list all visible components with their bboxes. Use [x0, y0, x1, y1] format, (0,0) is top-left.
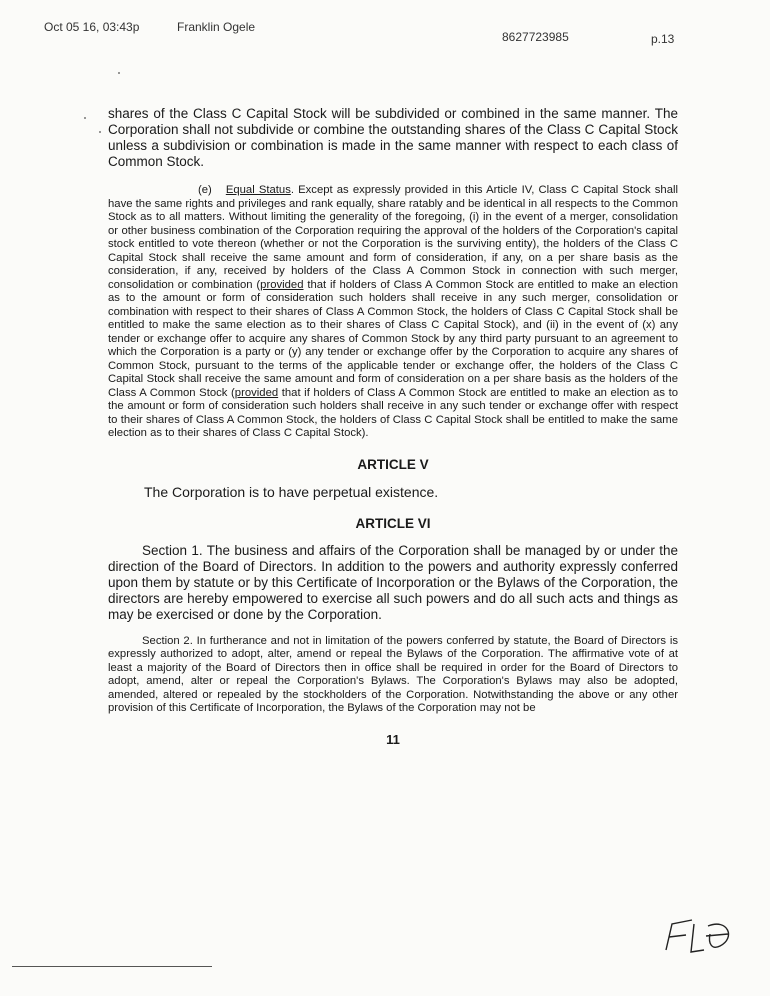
fax-phone: 8627723985: [502, 30, 569, 44]
article-v-heading: ARTICLE V: [357, 456, 429, 472]
equal-status-paragraph: [108, 184, 678, 441]
document-page: [108, 106, 678, 747]
fax-page: p.13: [651, 32, 675, 46]
fax-header: [0, 20, 770, 44]
equal-status-heading: Equal Status: [225, 184, 291, 196]
fax-date-time: Oct 05 16, 03:43p: [44, 20, 140, 34]
scan-speck: [118, 72, 120, 74]
provided-term-1: provided: [260, 278, 304, 291]
equal-status-body-2: that if holders of Class A Common Stock are entitled to make an election as to the amount or form of consideration such holders shall receive in any such merger, consolidation or combination with respect to their shares of Class A Common Stock, the holders of Class C Capital Stock shall be entitled to make the same election as to their shares of Class C Capital Stock), and (ii) in the event of (x) any tender or exchange offer to acquire any shares of Common Stock by any third party pursuant to an agreement to which the Corporation is a party or (y) any tender or exchange offer by the Corporation to acquire any shares of Common Stock, pursuant to the terms of the applicable tender or exchange offer, the holders of the Class C Capital Stock shall receive the same amount and form of consideration on a per share basis as the holders of the Class A Common Stock (: [108, 278, 678, 399]
article-v-text: The Corporation is to have perpetual existence.: [144, 483, 439, 500]
scan-speck: [99, 131, 101, 133]
page-number: 11: [386, 731, 400, 747]
footer-rule: [12, 966, 212, 967]
fax-sender: Franklin Ogele: [177, 20, 256, 34]
article-vi-heading: ARTICLE VI: [355, 515, 431, 531]
equal-status-label: (e): [198, 184, 212, 196]
equal-status-body-1: . Except as expressly provided in this Article IV, Class C Capital Stock shall have the same rights and privileges and rank equally, share ratably and be identical in all respects to the Common Stock as to all matters. Without limiting the generality of the foregoing, (i) in the event of a merger, consolidation or other business combination of the Corporation requiring the approval of the holders of the Corporation's capital stock entitled to vote thereon (whether or not the Corporation is the surviving entity), the holders of the Class C Capital Stock shall receive the same amount and form of consideration, if any, on a per share basis as the consideration, if any, received by holders of the Class A Common Stock in connection with such merger, consolidation or combination (: [108, 184, 678, 291]
article-vi-section-1: Section 1. The business and affairs of the Corporation shall be managed by or under the direction of the Board of Directors. In addition to the powers and authority expressly conferred upon them by statute or by this Certificate of Incorporation or the Bylaws of the Corporation, the directors are hereby empowered to exercise all such powers and do all such acts and things as may be exercised or done by the Corporation.: [108, 542, 678, 622]
scan-speck: [84, 117, 86, 119]
article-vi-section-2: Section 2. In furtherance and not in limitation of the powers conferred by statute, the Board of Directors is expressly authorized to adopt, alter, amend or repeal the Bylaws of the Corporation. The affirmative vote of at least a majority of the Board of Directors then in office shall be required in order for the Board of Directors to adopt, amend, alter or repeal the Corporation's Bylaws. The Corporation's Bylaws may also be adopted, amended, altered or repealed by the stockholders of the Corporation. Notwithstanding the above or any other provision of this Certificate of Incorporation, the Bylaws of the Corporation may not be: [108, 634, 678, 714]
intro-paragraph: shares of the Class C Capital Stock will be subdivided or combined in the same manner. The Corporation shall not subdivide or combine the outstanding shares of the Class C Capital Stock unless a subdivision or combination is made in the same manner with respect to each class of Common Stock.: [108, 106, 678, 169]
equal-status-body-3: that if holders of Class A Common Stock are entitled to make an election as to the amount or form of consideration such holders shall receive in any such tender or exchange offer with respect to their shares of Class A Common Stock, the holders of Class C Capital Stock shall be entitled to make the same election as to their shares of Class C Capital Stock).: [108, 386, 678, 439]
provided-term-2: provided: [234, 386, 279, 399]
handwritten-initials: [658, 910, 738, 960]
